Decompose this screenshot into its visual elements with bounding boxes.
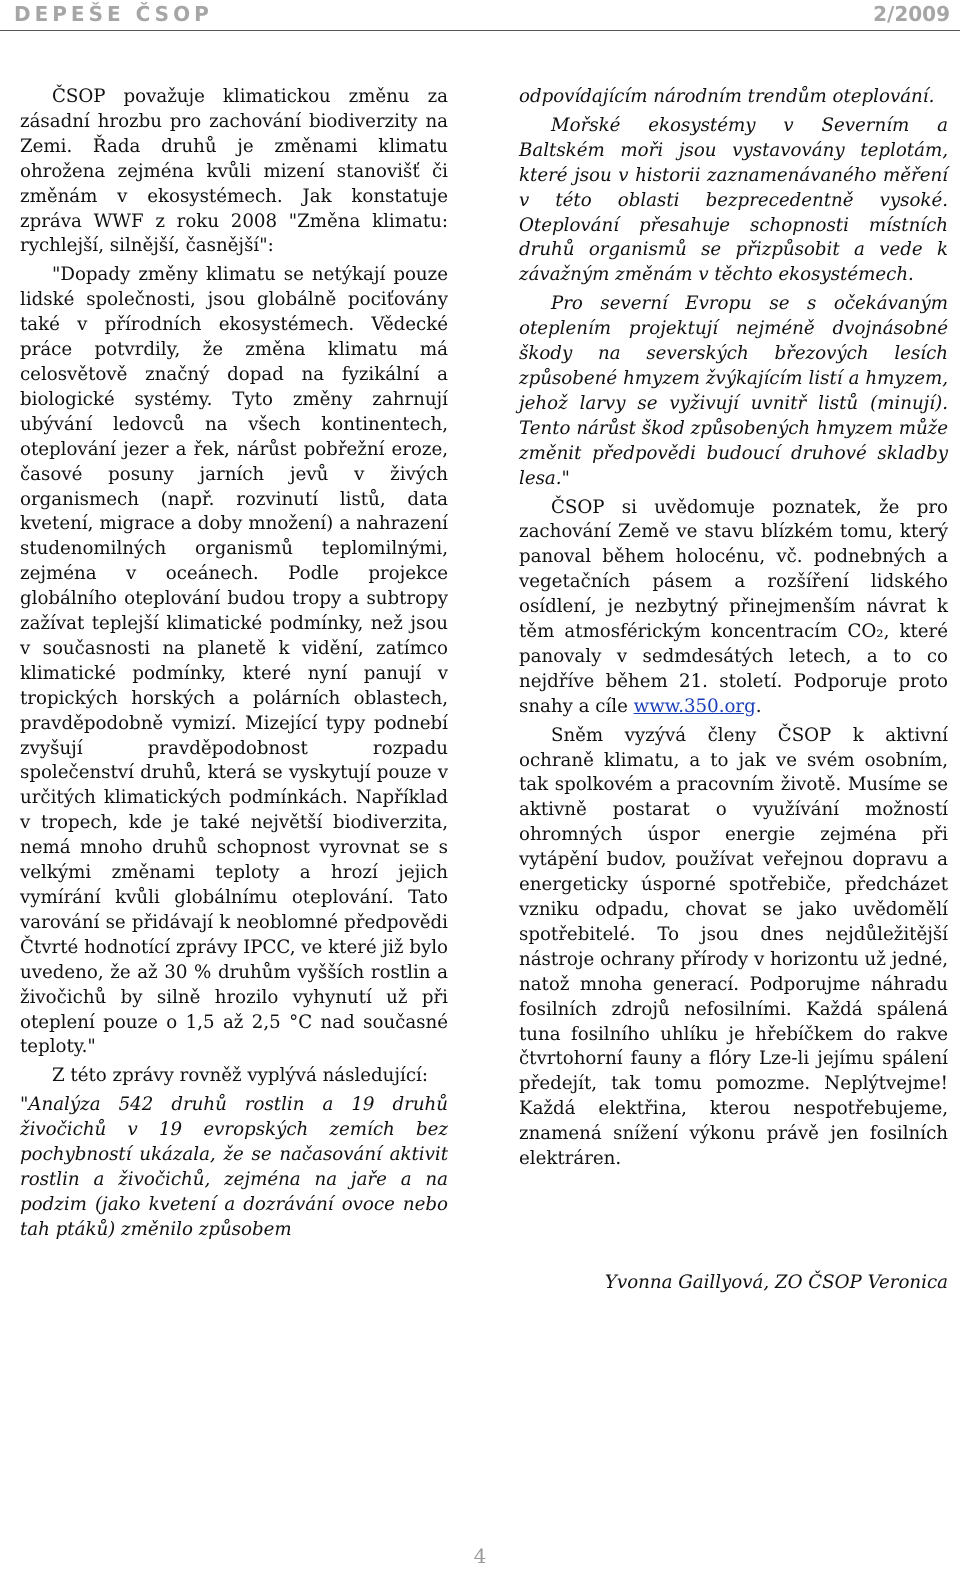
- paragraph: ČSOP považuje klimatickou změnu za zásadní hrozbu pro zachování biodiverzity na Zemi. Řada druhů je změnami klimatu ohrožena zejména kvůli mizení stanovišť či změnám v ekosystémech. Jak konstatuje zpráva WWF z roku 2008 "Změna klimatu: rychlejší, silnější, časnější":: [20, 86, 448, 257]
- left-column: [20, 85, 448, 1243]
- paragraph: [519, 496, 948, 720]
- paragraph: Sněm vyzývá členy ČSOP k aktivní ochraně klimatu, a to jak ve svém osobním, tak spolkovém a pracovním životě. Musíme se aktivně postarat o využívání možností ohromných úspor energie zejména při vytápění budov, používat veřejnou dopravu a energeticky úsporné spotřebiče, předcházet vzniku odpadu, chovat se jako uvědomělí spotřebitelé. To jsou dnes nejdůležitější nástroje ochrany přírody v horizontu už jedné, natož mnoha generací. Podporujme náhradu fosilních zdrojů nefosilními. Každá spálená tuna fosilního uhlíku je hřebíčkem do rakve čtvrtohorní fauny a flóry Lze-li jejímu spálení předejít, tak tomu pomozme. Neplýtvejme! Každá elektřina, kterou nespotřebujeme, znamená snížení výkonu právě jen fosilních elektráren.: [519, 724, 948, 1170]
- link-350-org[interactable]: www.350.org: [633, 695, 756, 717]
- issue-number: 2/2009: [873, 2, 950, 26]
- page-header: [0, 0, 960, 31]
- quote-paragraph-italic: Pro severní Evropu se s očekávaným oteplením projektují nejméně dvojnásobné škody na severských březových lesích způsobené hmyzem žvýkajícím listí a hmyzem, jehož larvy se vyživují uvnitř listů (minují). Tento nárůst škod způsobených hmyzem může změnit předpovědi budoucí druhové skladby lesa.": [519, 293, 948, 489]
- page-number: 4: [473, 1544, 487, 1568]
- publication-title: DEPEŠE ČSOP: [14, 2, 213, 26]
- paragraph: Z této zprávy rovněž vyplývá následující:: [52, 1065, 428, 1087]
- author-signature: Yvonna Gaillyová, ZO ČSOP Veronica: [604, 1272, 948, 1293]
- right-column: [519, 85, 948, 1172]
- paragraph-text: .: [755, 695, 762, 717]
- quote-paragraph-italic: Mořské ekosystémy v Severním a Baltském moři jsou vystavovány teplotám, které jsou v historii zaznamenávaného měření v této oblasti bezprecedentně vysoké. Oteplování přesahuje schopnosti místních druhů organismů se přizpůsobit a vede k závažným změnám v těchto ekosystémech.: [519, 114, 948, 286]
- quote-continuation: odpovídajícím národním trendům oteplování.: [519, 86, 935, 107]
- quote-paragraph: "Dopady změny klimatu se netýkají pouze lidské společnosti, jsou globálně pociťovány také v přírodních ekosystémech. Vědecké práce potvrdily, že změna klimatu má celosvětově značný dopad na fyzikální a biologické systémy. Tyto změny zahrnují ubývání ledovců na všech kontinentech, oteplování jezer a řek, nárůst pobřežní eroze, časové posuny jarních jevů v živých organismech (např. rozvinutí listů, data kvetení, migrace a doby množení) a nahrazení studenomilných organismů teplomilnými, zejména v oceánech. Podle projekce globálního oteplování budou tropy a subtropy zažívat teplejší klimatické podmínky, než jsou v současnosti na planetě k vidění, zatímco klimatické podmínky, které nyní panují v tropických horských a polárních oblastech, pravděpodobně vymizí. Mizející typy podnebí zvyšují pravděpodobnost rozpadu společenství druhů, která se vyskytují pouze v určitých klimatických podmínkách. Například v tropech, kde je také největší biodiverzita, nemá mnoho druhů schopnost vyrovnat se s velkými změnami teploty a hrozí jejich vymírání kvůli globálnímu oteplování. Tato varování se přidávají k neoblomné předpovědi Čtvrté hodnotící zprávy IPCC, ve které již bylo uvedeno, že až 30 % druhům vyšších rostlin a živočichů by silně hrozilo vyhynutí už při oteplení pouze o 1,5 až 2,5 °C nad současné teploty.": [20, 264, 448, 1058]
- paragraph-text: ČSOP si uvědomuje poznatek, že pro zachování Země ve stavu blízkém tomu, který panoval během holocénu, vč. podnebných a vegetačních pásem a rozšíření lidského osídlení, je nezbytný přinejmenším návrat k těm atmosférickým koncentracím CO₂, které panovaly v sedmdesátých letech, a to co nejdříve během 21. století. Podporuje proto snahy a cíle: [519, 496, 948, 717]
- quote-paragraph-italic: "Analýza 542 druhů rostlin a 19 druhů živočichů v 19 evropských zemích bez pochybností ukázala, že se načasování aktivit rostlin a živočichů, zejména na jaře a na podzim (jako kvetení a dozrávání ovoce nebo tah ptáků) změnilo způsobem: [20, 1094, 448, 1240]
